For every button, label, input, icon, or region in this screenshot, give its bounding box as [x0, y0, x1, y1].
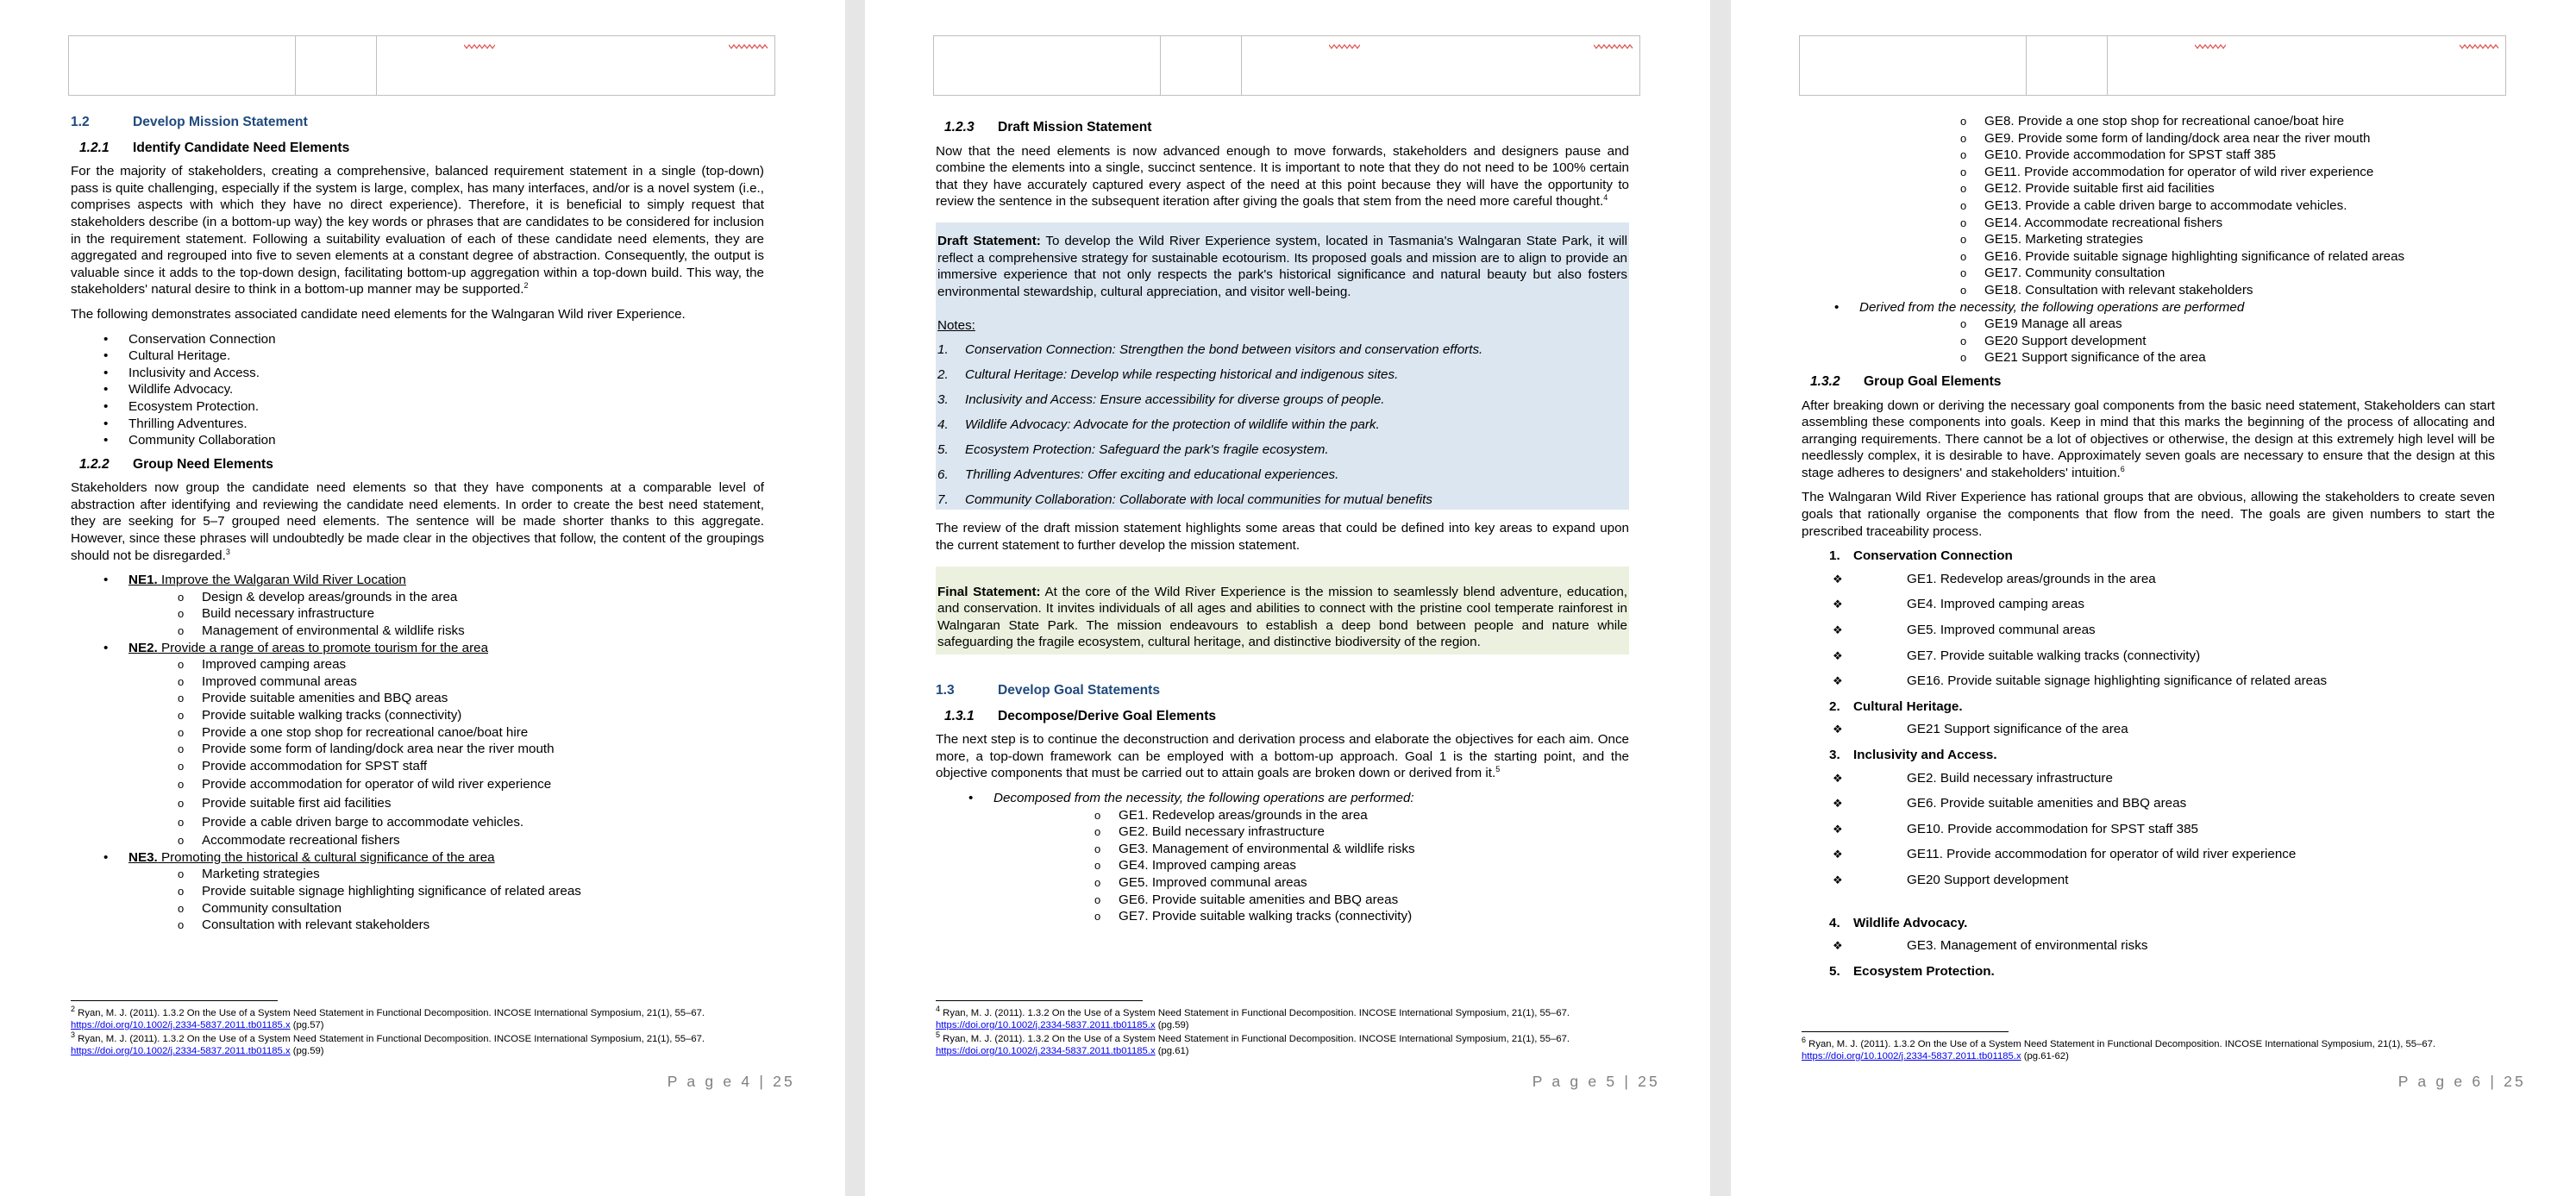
- footnote-page: (pg.59): [1155, 1019, 1189, 1030]
- list-item: o GE16. Provide suitable signage highlighting significance of related areas: [1802, 248, 2495, 266]
- list-item: • Inclusivity and Access.: [71, 365, 764, 382]
- footnote-page: (pg.61-62): [2021, 1050, 2069, 1061]
- section-heading-1-2: [71, 114, 764, 131]
- section-title: Group Goal Elements: [1864, 373, 2002, 389]
- sub-list: [71, 656, 764, 849]
- sub-list: [71, 866, 764, 933]
- doi-link[interactable]: https://doi.org/10.1002/j.2334-5837.2011.tb01185.x: [936, 1045, 1156, 1056]
- note-item: [937, 467, 1627, 484]
- note-text: Wildlife Advocacy: Advocate for the protection of wildlife within the park.: [965, 416, 1380, 432]
- list-item: ❖ GE2. Build necessary infrastructure: [1802, 770, 2495, 787]
- footnote-separator: [936, 1000, 1143, 1001]
- paragraph-text: After breaking down or deriving the necessary goal components from the basic need statement, Stakeholders can start assembling these components into goals. Keep in mind that this marks the beginning of the process of allocating and arranging requirements. There cannot be a lot of objectives or otherwise, the design at this extremely high level will be needlessly complex, it is desirable to have. Approximately seven goals are necessary to ensure that the design at this stage adheres to designers' and stakeholders' intuition.: [1802, 398, 2495, 480]
- notes-label: Notes:: [937, 318, 975, 334]
- list-item: o Provide accommodation for SPST staff: [71, 758, 764, 775]
- list-item: o GE2. Build necessary infrastructure: [936, 823, 1629, 841]
- spellcheck-squiggle: [2195, 43, 2226, 50]
- footnote: [71, 1030, 778, 1057]
- ne-code: NE1.: [128, 573, 158, 588]
- final-statement: [937, 584, 1627, 651]
- paragraph: The Walngaran Wild River Experience has rational groups that are obvious, allowing the stakeholders to create seven goals that rationally organise the components that flow from the need. The goals are given numbers to start the prescribed traceability process.: [1802, 490, 2495, 539]
- list-item: ❖ GE1. Redevelop areas/grounds in the area: [1802, 571, 2495, 588]
- footnote-number: 5: [936, 1030, 941, 1040]
- goal-title: Conservation Connection: [1853, 548, 2013, 564]
- goal-3: [1802, 747, 2495, 889]
- list-item: o Provide a cable driven barge to accommodate vehicles.: [71, 814, 764, 831]
- decomposed-label: Decomposed from the necessity, the following operations are performed:: [993, 790, 1414, 805]
- footnote-text: Ryan, M. J. (2011). 1.3.2 On the Use of a System Need Statement in Functional Decomposition. INCOSE International Symposium, 21(1), 55–67.: [75, 1034, 705, 1044]
- list-item: o Provide accommodation for operator of wild river experience: [71, 776, 764, 793]
- footnotes: [71, 1000, 778, 1060]
- footnote-number: 2: [71, 1005, 76, 1014]
- goal-4: [1802, 915, 2495, 955]
- footnote-number: 6: [1802, 1036, 1807, 1045]
- paragraph-text: Now that the need elements is now advanced enough to move forwards, stakeholders and designers pause and combine the elements into a single, succinct sentence. It is important to note that they do not need to be 100% certain that they have accurately captured every aspect of the need at this point because they will have the opportunity to review the sentence in the subsequent iteration after giving the goals that stem from the need more careful thought.: [936, 143, 1629, 210]
- draft-statement-box: [936, 222, 1629, 510]
- doi-link[interactable]: https://doi.org/10.1002/j.2334-5837.2011.tb01185.x: [71, 1045, 291, 1056]
- page-number: P a g e 5 | 25: [1532, 1073, 1660, 1090]
- footnotes: [936, 1000, 1643, 1060]
- list-item: [936, 790, 1629, 925]
- footnote-page: (pg.61): [1155, 1045, 1189, 1056]
- section-heading-1-2-3: [936, 119, 1629, 136]
- section-number: 1.3: [936, 683, 955, 698]
- note-number: 2.: [937, 366, 949, 382]
- goal-number: 1.: [1829, 548, 1840, 564]
- goal-title: Inclusivity and Access.: [1853, 748, 1997, 762]
- section-number: 1.3.1: [944, 708, 975, 723]
- derived-list: [1802, 299, 2495, 366]
- section-number: 1.3.2: [1810, 373, 1840, 389]
- page-5-content: [936, 114, 1629, 925]
- list-item: o GE19 Manage all areas: [1802, 316, 2495, 333]
- header-cell-divider: [2107, 36, 2108, 95]
- footnote-text: Ryan, M. J. (2011). 1.3.2 On the Use of a System Need Statement in Functional Decomposition. INCOSE International Symposium, 21(1), 55–67.: [75, 1008, 705, 1018]
- header-cell-divider: [2026, 36, 2027, 95]
- draft-text: To develop the Wild River Experience system, located in Tasmania's Walngaran State Park, it will reflect a comprehensive strategy for sustainable ecotourism. Its proposed goals and mission are to align to provide an immersive experience that not only respects the park's historical significance and natural beauty but also fosters environmental stewardship, cultural appreciation, and visitor well-being.: [937, 233, 1627, 299]
- list-item: • Conservation Connection: [71, 331, 764, 348]
- note-text: Conservation Connection: Strengthen the bond between visitors and conservation efforts.: [965, 341, 1483, 357]
- goal-number: 5.: [1829, 963, 1840, 979]
- draft-label: Draft Statement:: [937, 233, 1041, 248]
- notes-list: [937, 341, 1627, 509]
- list-item: o Provide suitable walking tracks (connectivity): [71, 707, 764, 724]
- goal-element-list: [1802, 316, 2495, 366]
- list-item: ❖ GE11. Provide accommodation for operator of wild river experience: [1802, 846, 2495, 863]
- header-cell-divider: [376, 36, 377, 95]
- list-item: o Improved camping areas: [71, 656, 764, 673]
- final-statement-box: [936, 567, 1629, 654]
- footnote-text: Ryan, M. J. (2011). 1.3.2 On the Use of a System Need Statement in Functional Decomposition. INCOSE International Symposium, 21(1), 55–67.: [940, 1008, 1570, 1018]
- page-number: P a g e 6 | 25: [2397, 1073, 2526, 1090]
- footnote-separator: [71, 1000, 278, 1001]
- section-title: Draft Mission Statement: [998, 120, 1152, 135]
- page-6-content: [1802, 113, 2495, 986]
- document-page-4: [0, 0, 845, 1196]
- paragraph: [936, 731, 1629, 782]
- section-heading-1-3-2: [1802, 373, 2495, 391]
- ne-code: NE3.: [128, 849, 158, 865]
- section-heading-1-3-1: [936, 708, 1629, 725]
- list-item: ❖ GE4. Improved camping areas: [1802, 596, 2495, 613]
- final-text: At the core of the Wild River Experience is the mission to seamlessly blend adventure, education, and conservation. It invites individuals of all ages and abilities to connect with the pristine cool temperate rainforest in Walngaran State Park. The mission endeavours to establish a deep bond between people and nature while safeguarding the fragile ecosystem, cultural heritage, and distinctive biodiversity of the region.: [937, 584, 1627, 650]
- footnote-text: Ryan, M. J. (2011). 1.3.2 On the Use of a System Need Statement in Functional Decomposition. INCOSE International Symposium, 21(1), 55–67.: [1806, 1039, 2436, 1049]
- note-number: 5.: [937, 441, 949, 457]
- section-number: 1.2.2: [79, 456, 110, 472]
- section-title: Decompose/Derive Goal Elements: [998, 708, 1217, 723]
- list-item: [1802, 299, 2495, 366]
- list-item: o Accommodate recreational fishers: [71, 832, 764, 849]
- paragraph-text: Stakeholders now group the candidate need elements so that they have components at a comparable level of abstraction after identifying and reviewing the candidate need elements. In order to create the best need statement, they are seeking for 5–7 grouped need elements. The sentence will be made shorter thanks to this aggregate. However, since these phrases will undoubtedly be made clear in the objectives that follow, the content of the groupings should not be disregarded.: [71, 480, 764, 563]
- list-item: • Wildlife Advocacy.: [71, 381, 764, 398]
- page-number: P a g e 4 | 25: [667, 1073, 795, 1090]
- paragraph: The following demonstrates associated candidate need elements for the Walngaran Wild river Experience.: [71, 306, 686, 322]
- goal-title: Cultural Heritage.: [1853, 698, 1963, 714]
- list-item: o GE8. Provide a one stop shop for recreational canoe/boat hire: [1802, 113, 2495, 130]
- list-item: o GE6. Provide suitable amenities and BBQ areas: [936, 892, 1629, 909]
- list-item: o Improved communal areas: [71, 673, 764, 691]
- list-item: o GE1. Redevelop areas/grounds in the area: [936, 807, 1629, 824]
- goal-2: [1802, 698, 2495, 738]
- goal-title: Wildlife Advocacy.: [1853, 915, 1968, 930]
- list-item: o GE18. Consultation with relevant stakeholders: [1802, 282, 2495, 299]
- footnote-ref[interactable]: 5: [1495, 765, 1501, 774]
- list-item: ❖ GE21 Support significance of the area: [1802, 721, 2495, 738]
- footnote: [71, 1005, 778, 1031]
- section-title: Develop Goal Statements: [998, 683, 1161, 698]
- paragraph: [71, 479, 764, 564]
- note-number: 3.: [937, 391, 949, 407]
- list-item: o GE11. Provide accommodation for operator of wild river experience: [1802, 164, 2495, 181]
- doi-link[interactable]: https://doi.org/10.1002/j.2334-5837.2011.tb01185.x: [1802, 1050, 2021, 1061]
- ne-title: Provide a range of areas to promote tourism for the area: [157, 640, 489, 655]
- paragraph: [936, 143, 1629, 210]
- goal-list: [1802, 548, 2495, 980]
- section-number: 1.2.1: [79, 140, 110, 155]
- list-item: o GE20 Support development: [1802, 333, 2495, 350]
- goal-5: [1802, 963, 2495, 980]
- goal-items: [1802, 937, 2495, 955]
- list-item: o Marketing strategies: [71, 866, 764, 883]
- goal-number: 4.: [1829, 915, 1840, 930]
- goal-number: 3.: [1829, 748, 1840, 762]
- footnote-number: 3: [71, 1030, 76, 1040]
- list-item: • Cultural Heritage.: [71, 348, 764, 365]
- page-4-content: [71, 110, 764, 934]
- footnote: [1802, 1036, 2509, 1062]
- paragraph: [71, 163, 764, 298]
- footnote-ref[interactable]: 2: [523, 281, 529, 291]
- ne-title: Improve the Walgaran Wild River Location: [157, 573, 406, 588]
- final-label: Final Statement:: [937, 584, 1041, 599]
- list-item: o GE14. Accommodate recreational fishers: [1802, 215, 2495, 232]
- note-text: Community Collaboration: Collaborate with local communities for mutual benefits: [965, 492, 1432, 507]
- goal-element-list: [936, 807, 1629, 925]
- list-item: ❖ GE6. Provide suitable amenities and BBQ areas: [1802, 795, 2495, 812]
- document-page-6: [1731, 0, 2576, 1196]
- paragraph: [1802, 398, 2495, 482]
- list-item: o GE21 Support significance of the area: [1802, 349, 2495, 366]
- footnote-text: Ryan, M. J. (2011). 1.3.2 On the Use of a System Need Statement in Functional Decomposition. INCOSE International Symposium, 21(1), 55–67.: [940, 1034, 1570, 1044]
- list-item: o GE10. Provide accommodation for SPST staff 385: [1802, 147, 2495, 164]
- section-number: 1.2.3: [944, 120, 975, 135]
- section-heading-1-2-2: [71, 456, 764, 473]
- need-element-ne1: [71, 572, 764, 639]
- footnote-ref[interactable]: 4: [1603, 193, 1608, 203]
- need-element-list: [71, 572, 764, 933]
- ne-code: NE2.: [128, 640, 158, 655]
- list-item: o Consultation with relevant stakeholders: [71, 917, 764, 934]
- note-item: [937, 341, 1627, 359]
- note-text: Ecosystem Protection: Safeguard the park's fragile ecosystem.: [965, 441, 1329, 457]
- paragraph-text: The next step is to continue the deconstruction and derivation process and elaborate the objectives for each aim. Once more, a top-down framework can be employed with a bottom-up approach. Goal 1 is the starting point, and the objective components that must be carried out to attain goals are broken down or derived from it.: [936, 732, 1629, 781]
- note-number: 7.: [937, 492, 949, 507]
- spellcheck-squiggle: [729, 43, 768, 50]
- note-item: [937, 441, 1627, 459]
- header-table: [68, 35, 775, 96]
- paragraph: The review of the draft mission statement highlights some areas that could be defined into key areas to expand upon the current statement to further develop the mission statement.: [936, 521, 1629, 554]
- list-item: ❖ GE5. Improved communal areas: [1802, 622, 2495, 639]
- list-item: o GE5. Improved communal areas: [936, 874, 1629, 892]
- list-item: • Ecosystem Protection.: [71, 398, 764, 416]
- draft-statement: [937, 233, 1627, 300]
- goal-title: Ecosystem Protection.: [1853, 963, 1995, 979]
- note-item: [937, 391, 1627, 409]
- decomposed-list: [936, 790, 1629, 925]
- header-cell-divider: [295, 36, 296, 95]
- candidate-list: [71, 331, 764, 449]
- footnote-ref[interactable]: 3: [225, 547, 230, 556]
- header-cell-divider: [1160, 36, 1161, 95]
- list-item: o GE4. Improved camping areas: [936, 857, 1629, 874]
- ne-title: Promoting the historical & cultural significance of the area: [157, 849, 495, 865]
- goal-items: [1802, 721, 2495, 738]
- goal-items: [1802, 770, 2495, 889]
- footnote: [936, 1005, 1643, 1031]
- section-heading-1-2-1: [71, 140, 764, 157]
- footnote-separator: [1802, 1031, 2009, 1032]
- section-heading-1-3: [936, 682, 1629, 699]
- list-item: o GE9. Provide some form of landing/dock area near the river mouth: [1802, 130, 2495, 147]
- note-text: Thrilling Adventures: Offer exciting and educational experiences.: [965, 467, 1339, 482]
- list-item: o GE3. Management of environmental & wildlife risks: [936, 841, 1629, 858]
- footnote-number: 4: [936, 1005, 941, 1014]
- spellcheck-squiggle: [1329, 43, 1360, 50]
- list-item: o Build necessary infrastructure: [71, 605, 764, 623]
- list-item: o Management of environmental & wildlife risks: [71, 623, 764, 640]
- note-text: Cultural Heritage: Develop while respecting historical and indigenous sites.: [965, 366, 1399, 382]
- header-table: [1799, 35, 2506, 96]
- spellcheck-squiggle: [2460, 43, 2499, 50]
- section-title: Group Need Elements: [133, 456, 273, 472]
- list-item: o GE15. Marketing strategies: [1802, 231, 2495, 248]
- list-item: ❖ GE7. Provide suitable walking tracks (connectivity): [1802, 648, 2495, 665]
- derived-label: Derived from the necessity, the following operations are performed: [1859, 299, 2245, 315]
- note-item: [937, 416, 1627, 434]
- list-item: ❖ GE3. Management of environmental risks: [1802, 937, 2495, 955]
- footnote-ref[interactable]: 6: [2120, 464, 2125, 473]
- goal-element-list-cont: [1802, 113, 2495, 299]
- document-page-5: [865, 0, 1710, 1196]
- list-item: ❖ GE10. Provide accommodation for SPST staff 385: [1802, 821, 2495, 838]
- list-item: ❖ GE20 Support development: [1802, 872, 2495, 889]
- list-item: • Thrilling Adventures.: [71, 416, 764, 433]
- note-text: Inclusivity and Access: Ensure accessibility for diverse groups of people.: [965, 391, 1385, 407]
- note-number: 4.: [937, 416, 949, 432]
- list-item: o Community consultation: [71, 900, 764, 917]
- spellcheck-squiggle: [1594, 43, 1633, 50]
- need-element-ne2: [71, 640, 764, 849]
- footnote-page: (pg.57): [290, 1019, 324, 1030]
- goal-items: [1802, 571, 2495, 690]
- list-item: o Design & develop areas/grounds in the area: [71, 589, 764, 606]
- list-item: o Provide a one stop shop for recreational canoe/boat hire: [71, 724, 764, 742]
- doi-link[interactable]: https://doi.org/10.1002/j.2334-5837.2011.tb01185.x: [936, 1019, 1156, 1030]
- note-item: [937, 492, 1627, 509]
- goal-1: [1802, 548, 2495, 690]
- sub-list: [71, 589, 764, 640]
- footnotes: [1802, 1031, 2509, 1065]
- list-item: o Provide suitable signage highlighting significance of related areas: [71, 883, 764, 900]
- footnote-page: (pg.59): [290, 1045, 324, 1056]
- list-item: o Provide suitable first aid facilities: [71, 795, 764, 812]
- list-item: o Provide suitable amenities and BBQ areas: [71, 690, 764, 707]
- list-item: o GE12. Provide suitable first aid facilities: [1802, 180, 2495, 197]
- list-item: • Community Collaboration: [71, 432, 764, 449]
- header-cell-divider: [1241, 36, 1242, 95]
- list-item: o GE7. Provide suitable walking tracks (connectivity): [936, 908, 1629, 925]
- note-item: [937, 366, 1627, 384]
- spellcheck-squiggle: [464, 43, 495, 50]
- goal-number: 2.: [1829, 698, 1840, 714]
- footnote: [936, 1030, 1643, 1057]
- need-element-ne3: [71, 849, 764, 934]
- section-title: Develop Mission Statement: [133, 115, 308, 129]
- section-number: 1.2: [71, 115, 90, 129]
- paragraph-text: For the majority of stakeholders, creating a comprehensive, balanced requirement statement in a single (top-down) pass is quite challenging, especially if the system is large, complex, has many interfaces, and/or is a novel system (i.e., comprises aspects with which they have no direct experience). Therefore, it is beneficial to simply request that stakeholders describe (in a bottom-up way) the key words or phrases that are candidates to be considered for inclusion in the requirement statement. Following a suitability evaluation of each of these candidate need elements, they are aggregated and regrouped into five to seven elements at a constant degree of abstraction. Consequently, the output is valuable since it adds to the top-down design, facilitating bottom-up aggregation within a top-down build. This way, the stakeholders' natural desire to think in a bottom-up manner may be supported.: [71, 164, 764, 297]
- list-item: o GE13. Provide a cable driven barge to accommodate vehicles.: [1802, 197, 2495, 215]
- list-item: o Provide some form of landing/dock area near the river mouth: [71, 741, 764, 758]
- note-number: 6.: [937, 467, 949, 482]
- section-title: Identify Candidate Need Elements: [133, 140, 350, 155]
- header-table: [933, 35, 1640, 96]
- note-number: 1.: [937, 341, 949, 357]
- list-item: ❖ GE16. Provide suitable signage highlighting significance of related areas: [1802, 673, 2495, 690]
- list-item: o GE17. Community consultation: [1802, 265, 2495, 282]
- doi-link[interactable]: https://doi.org/10.1002/j.2334-5837.2011.tb01185.x: [71, 1019, 291, 1030]
